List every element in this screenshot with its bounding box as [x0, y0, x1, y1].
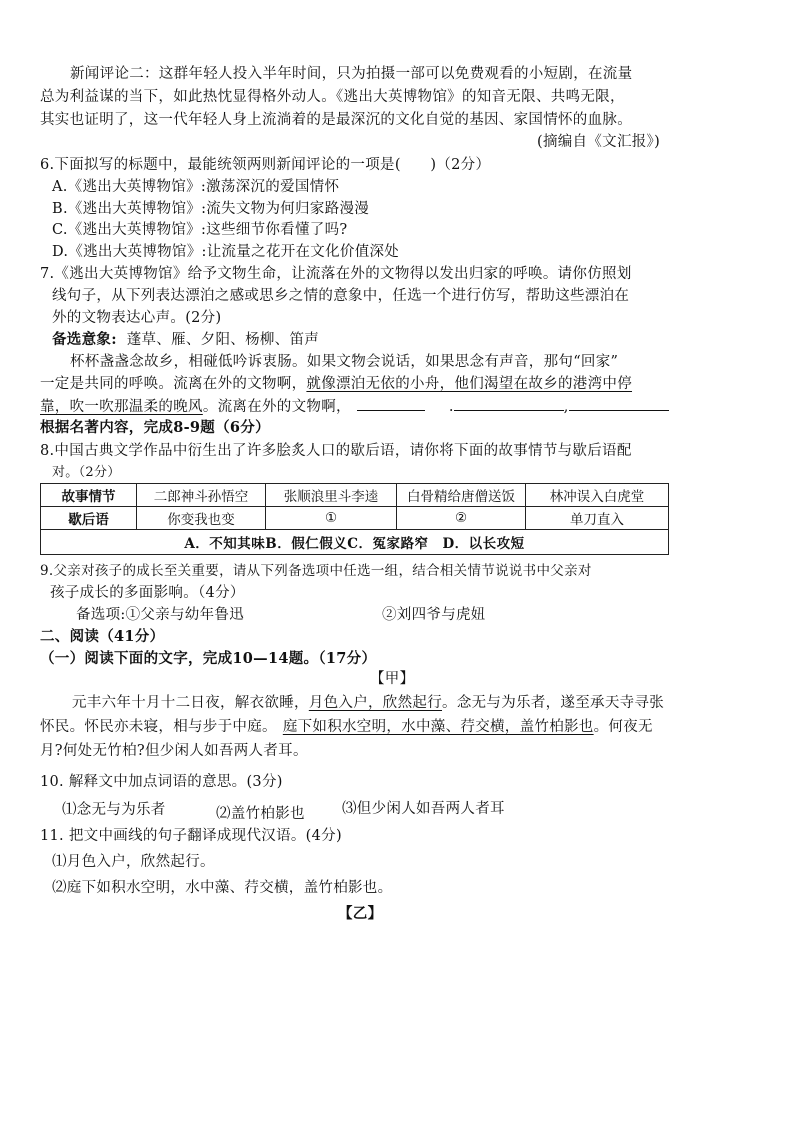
table-cell-answer-1[interactable]: ①: [266, 507, 397, 530]
q8-matching-table: [40, 483, 669, 555]
passage-text: 。念无与为乐者，遂至承天寺寻张: [442, 695, 665, 711]
q9-option-1: ①父亲与幼年鲁迅: [125, 607, 244, 623]
q7-passage-2-text: 一定是共同的呼唤。流离在外的文物啊，: [40, 376, 307, 392]
q7-punct-2: ,: [563, 399, 569, 415]
table-row: [41, 530, 669, 555]
table-cell: 张顺浪里斗李逵: [266, 484, 397, 507]
q11-stem: 11. 把文中画线的句子翻译成现代汉语。(4分): [40, 828, 342, 844]
q7-stem-2: 线句子，从下列表达漂泊之感或思乡之情的意象中，任选一个进行仿写，帮助这些漂泊在: [52, 288, 630, 304]
q8-stem-1: 8.中国古典文学作品中衍生出了许多脍炙人口的歇后语，请你将下面的故事情节与歇后语配: [40, 443, 632, 459]
underlined-sentence-1: 月色入户，欣然起行: [308, 695, 443, 711]
q7-punct-1: .: [448, 399, 454, 415]
review2-source: (摘编自《文汇报》): [537, 134, 661, 150]
q7-passage-2: [40, 374, 632, 394]
q11-item-2: ⑵庭下如积水空明，水中藻、荇交横，盖竹柏影也。: [52, 880, 393, 896]
table-row: [41, 484, 669, 507]
table-cell: 你变我也变: [137, 507, 266, 530]
passage-jia-line-3: 月?何处无竹柏?但少闲人如吾两人者耳。: [40, 743, 308, 759]
q9-options-label: 备选项:: [76, 607, 126, 623]
passage-text: 元丰六年十月十二日夜，解衣欲睡，: [72, 695, 309, 711]
passage-text: 。何夜无: [593, 719, 653, 735]
reading-sub-heading-1: （一）阅读下面的文字，完成10—14题。（17分）: [40, 650, 377, 667]
q7-stem-3: 外的文物表达心声。(2分): [52, 310, 222, 326]
table-cell: 林冲误入白虎堂: [526, 484, 669, 507]
q8-stem-2: 对。（2分）: [52, 465, 121, 480]
passage-jia-line-1: [72, 693, 664, 713]
review2-line2: 总为利益谋的当下，如此热忱显得格外动人。《逃出大英博物馆》的知音无限、共鸣无限，: [40, 89, 625, 105]
underlined-sentence-2: 庭下如积水空明，水中藻、荇交横，盖竹柏影也: [282, 719, 594, 735]
q7-passage-1: 杯杯盏盏念故乡，相碰低吟诉衷肠。如果文物会说话，如果思念有声音，那句“回家”: [70, 354, 619, 370]
q7-model-sentence-2: 靠，吹一吹那温柔的晚风: [40, 399, 203, 415]
q7-answer-blank-2[interactable]: [454, 396, 564, 411]
q8-options: A．不知其味B．假仁假义C．冤家路窄 D．以长攻短: [41, 530, 669, 555]
table-row: [41, 507, 669, 530]
q6-option-c: C.《逃出大英博物馆》:这些细节你看懂了吗?: [52, 222, 348, 238]
passage-yi-label: 【乙】: [338, 905, 383, 922]
q7-images-list: 蓬草、雁、夕阳、杨柳、笛声: [126, 332, 320, 348]
passage-jia-label: 【甲】: [370, 671, 415, 687]
q7-images: [52, 330, 319, 350]
q9-stem-1: 9.父亲对孩子的成长至关重要，请从下列备选项中任选一组，结合相关情节说说书中父亲对: [40, 563, 592, 579]
q6-option-a: A.《逃出大英博物馆》:激荡深沉的爱国情怀: [52, 179, 340, 195]
table-cell: 二郎神斗孙悟空: [137, 484, 266, 507]
q10-item-2: ⑵盖竹柏影也: [216, 806, 305, 822]
q7-stem-1: 7.《逃出大英博物馆》给予文物生命，让流落在外的文物得以发出归家的呼唤。请你仿照划: [40, 266, 632, 282]
table-cell-answer-2[interactable]: ②: [397, 507, 526, 530]
table-cell: 单刀直入: [526, 507, 669, 530]
q9-stem-2: 孩子成长的多面影响。（4分）: [50, 585, 245, 601]
q7-answer-blank-1[interactable]: [357, 396, 425, 411]
q7-passage-3: [40, 396, 669, 417]
q6-option-b: B.《逃出大英博物馆》:流失文物为何归家路漫漫: [52, 201, 370, 217]
review2-line1: 新闻评论二：这群年轻人投入半年时间，只为拍摄一部可以免费观看的小短剧，在流量: [70, 66, 633, 82]
q10-item-3: ⑶但少闲人如吾两人者耳: [342, 801, 505, 817]
table-cell: 白骨精给唐僧送饭: [397, 484, 526, 507]
q6-stem: 6.下面拟写的标题中，最能统领两则新闻评论的一项是( )（2分）: [40, 157, 491, 173]
passage-jia-line-2: [40, 717, 653, 737]
q7-images-label: 备选意象:: [52, 331, 117, 348]
review2-line3: 其实也证明了，这一代年轻人身上流淌着的是最深沉的文化自觉的基因、家国情怀的血脉。: [40, 112, 632, 128]
q11-item-1: ⑴月色入户，欣然起行。: [52, 854, 215, 870]
q7-passage-3-text: 。流离在外的文物啊，: [202, 399, 351, 415]
q9-options: [76, 605, 244, 625]
passage-text: 怀民。怀民亦未寝，相与步于中庭。: [40, 719, 277, 735]
q9-option-2: ②刘四爷与虎妞: [382, 607, 486, 623]
q6-option-d: D.《逃出大英博物馆》:让流量之花开在文化价值深处: [52, 244, 400, 260]
q7-answer-blank-3[interactable]: [569, 396, 669, 411]
section-classics-heading: 根据名著内容，完成8-9题（6分）: [40, 419, 270, 436]
q10-stem: 10. 解释文中加点词语的意思。(3分): [40, 774, 283, 790]
section-reading-heading: 二、阅读（41分）: [40, 628, 165, 645]
q7-model-sentence-1: 就像漂泊无依的小舟，他们渴望在故乡的港湾中停: [306, 376, 633, 392]
table-row-head-xiehouyu: 歇后语: [41, 507, 137, 530]
q10-item-1: ⑴念无与为乐者: [62, 802, 166, 818]
table-row-head-plot: 故事情节: [41, 484, 137, 507]
